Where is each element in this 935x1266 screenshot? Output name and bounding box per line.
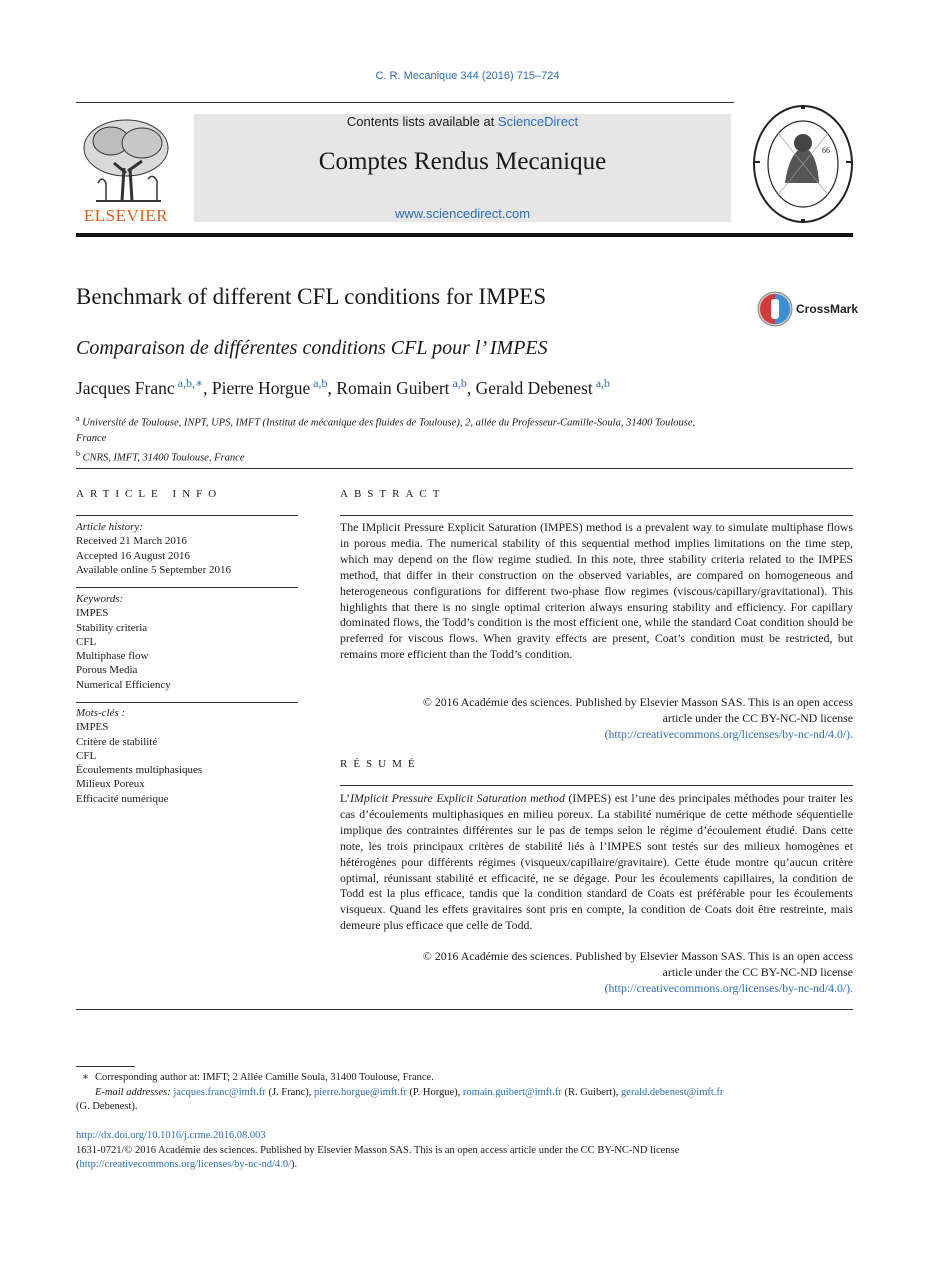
resume-copyright (340, 949, 853, 997)
list-item: Numerical Efficiency (76, 678, 171, 691)
issn-license-line (76, 1158, 853, 1173)
keywords-label: Keywords: (76, 593, 124, 605)
list-item: Critère de stabilité (76, 735, 158, 748)
abstract-rule (340, 515, 853, 516)
article-title: Benchmark of different CFL conditions for IMPES (76, 284, 547, 309)
author-name: Pierre Horgue (211, 377, 311, 398)
author-list (76, 376, 610, 399)
list-item: IMPES (76, 721, 109, 734)
footnote-star: ∗ (81, 1072, 90, 1083)
crossmark-icon (756, 290, 794, 328)
list-item: Milieux Poreux (76, 778, 145, 791)
abstract-body: The IMplicit Pressure Explicit Saturation (IMPES) method is a prevalent way to simulate multiphase flows in porous media. The numerical stability of this sequential method implies limitations on the time step, which may depend on the flow regime studied. In this note, three stability criteria related to the IMPES method, that differ in their construction on the observed variables, are compared on homogeneous and heterogeneous configurations for different two-phase flow regimes (viscous/capillary/gravitational). This highlights that there is no single optimal criterion always ensuring stability and efficiency. For capillary dominated flows, the Todd’s condition is the most efficient one, while the standard Coat condition should be preferred for viscous flows. When gravity effects are present, Coat’s condition must be restricted, but remains more efficient than the Todd’s condition. (340, 520, 853, 662)
abstract-copyright-line2: article under the CC BY-NC-ND license (662, 710, 853, 725)
affiliations (76, 411, 716, 465)
email-link[interactable]: jacques.franc@imft.fr (173, 1086, 266, 1098)
article-info-heading: ARTICLE INFO (76, 488, 223, 500)
crossmark-label: CrossMark (796, 302, 859, 316)
author-name: Jacques Franc (76, 377, 175, 398)
email-line (76, 1086, 853, 1101)
affiliation-mark: a (76, 414, 80, 423)
abstract-license-link[interactable]: (http://creativecommons.org/licenses/by-nc-nd/4.0/). (604, 726, 853, 741)
sciencedirect-link[interactable]: ScienceDirect (497, 114, 579, 129)
history-label: Article history: (76, 521, 143, 533)
author-separator: , (327, 377, 337, 398)
affiliation (76, 411, 716, 446)
title-divider (76, 468, 853, 469)
list-item: Écoulements multiphasiques (76, 764, 203, 777)
email-last-line: (G. Debenest). (76, 1101, 138, 1112)
affiliation (76, 446, 716, 466)
email-link[interactable]: pierre.horgue@imft.fr (313, 1086, 407, 1098)
list-item: Stability criteria (76, 621, 148, 634)
author-affiliation-marker[interactable]: a,b,∗ (174, 376, 204, 390)
affiliation-mark: b (76, 448, 80, 458)
header-rule (76, 102, 734, 103)
list-item: Accepted 16 August 2016 (76, 549, 190, 562)
journal-citation[interactable]: C. R. Mecanique 344 (2016) 715–724 (375, 70, 560, 82)
abstract-copyright (340, 695, 853, 743)
abstract-copyright-line1: © 2016 Académie des sciences. Published by Elsevier Masson SAS. This is an open access (422, 695, 853, 709)
author-name: Gerald Debenest (475, 377, 593, 398)
author-name: Romain Guibert (336, 377, 450, 398)
footnote-rule (76, 1066, 135, 1067)
author-separator: , (203, 377, 212, 398)
email-list (173, 1087, 723, 1098)
list-item: Multiphase flow (76, 650, 149, 663)
issn-line: 1631-0721/© 2016 Académie des sciences. Published by Elsevier Masson SAS. This is an open access article under the CC BY-NC-ND license (76, 1144, 680, 1156)
motscles-label: Mots-clés : (76, 707, 126, 719)
resume-copyright-line2: article under the CC BY-NC-ND license (662, 964, 853, 979)
motscles-rule (76, 702, 298, 703)
keywords-rule (76, 587, 298, 588)
mots-cles (76, 706, 298, 806)
issn-license-link[interactable]: http://creativecommons.org/licenses/by-nc-nd/4.0/ (79, 1159, 292, 1170)
email-label: E-mail addresses: (95, 1086, 171, 1098)
list-item: Available online 5 September 2016 (76, 563, 231, 576)
list-item: CFL (76, 749, 97, 762)
article-history (76, 520, 298, 577)
doi-link[interactable]: http://dx.doi.org/10.1016/j.crme.2016.08.003 (76, 1130, 266, 1141)
header-thick-rule (76, 233, 853, 237)
french-title: Comparaison de différentes conditions CFL pour l’ IMPES (76, 337, 548, 359)
corresponding-author-footnote (76, 1071, 853, 1115)
issn-license-close: ). (291, 1159, 298, 1170)
email-owner: (P. Horgue), (406, 1086, 463, 1098)
svg-text:66: 66 (822, 146, 830, 155)
elsevier-wordmark: ELSEVIER (83, 206, 169, 225)
resume-lead: L’ (340, 791, 351, 805)
contents-availability (194, 114, 731, 129)
affiliation-text: CNRS, IMFT, 31400 Toulouse, France (80, 452, 245, 463)
resume-heading: RÉSUMÉ (340, 758, 421, 770)
resume-lead-italic: IMplicit Pressure Explicit Saturation method (350, 791, 565, 805)
resume-text: (IMPES) est l’une des principales méthodes pour traiter les cas d’écoulements multiphasiques en milieu poreux. La stabilité numérique de cette méthode séquentielle implique des contraintes différentes sur le pas de temps selon le régime d’écoulement étudié. Dans cette note, les trois principaux critères de stabilité liés à l’IMPES sont testés sur des milieux homogènes et hétérogènes pour différents régimes (visqueux/capillaire/gravitaire). Cette étude montre qu’aucun critère optimal, réunissant stabilité et efficacité, ne se dégage. Pour les écoulements capillaires, la condition de Todd est la plus efficace, tandis que la condition standard de Coats est préférable pour les écoulements visqueux. Quand les effets gravitaires sont pris en compte, la condition de Coats doit être restreinte, mais demeure plus efficace que celle de Todd. (340, 791, 853, 933)
resume-copyright-line1: © 2016 Académie des sciences. Published by Elsevier Masson SAS. This is an open access (422, 949, 853, 963)
keywords (76, 592, 298, 692)
author-affiliation-marker[interactable]: a,b (592, 376, 611, 390)
motscles-list (76, 720, 298, 806)
resume-rule (340, 785, 853, 786)
resume-body (340, 791, 853, 934)
email-link[interactable]: romain.guibert@imft.fr (462, 1086, 562, 1098)
list-item: Efficacité numérique (76, 792, 169, 805)
issn-license-open: ( (76, 1159, 80, 1170)
history-list (76, 534, 298, 577)
corresponding-line (76, 1071, 853, 1086)
list-item: Received 21 March 2016 (76, 535, 187, 548)
contents-prefix: Contents lists available at (346, 114, 498, 129)
author-affiliation-marker[interactable]: a,b (310, 376, 328, 390)
article-info-rule (76, 515, 298, 516)
email-owner: (J. Franc), (265, 1086, 314, 1098)
list-item: CFL (76, 635, 97, 648)
list-item: IMPES (76, 607, 109, 620)
academie-seal (752, 103, 854, 225)
keywords-list (76, 606, 298, 692)
doi-block (76, 1129, 853, 1173)
affiliation-text: Université de Toulouse, INPT, UPS, IMFT (Institut de mécanique des fluides de Toulouse), 2, allée du Professeur-Camille-Soula, 31400 Toulouse, France (76, 417, 696, 444)
journal-title: Comptes Rendus Mecanique (318, 148, 607, 175)
author-affiliation-marker[interactable]: a,b (449, 376, 467, 390)
email-link[interactable]: gerald.debenest@imft.fr (621, 1086, 724, 1098)
abstract-heading: ABSTRACT (340, 488, 446, 500)
author-separator: , (466, 377, 476, 398)
email-owner: (R. Guibert), (561, 1086, 622, 1098)
corresponding-text: Corresponding author at: IMFT; 2 Allée Camille Soula, 31400 Toulouse, France. (95, 1072, 434, 1083)
list-item: Porous Media (76, 664, 138, 677)
body-end-rule (76, 1009, 853, 1010)
resume-license-link[interactable]: (http://creativecommons.org/licenses/by-nc-nd/4.0/). (604, 980, 853, 995)
journal-homepage-link[interactable]: www.sciencedirect.com (394, 206, 531, 221)
